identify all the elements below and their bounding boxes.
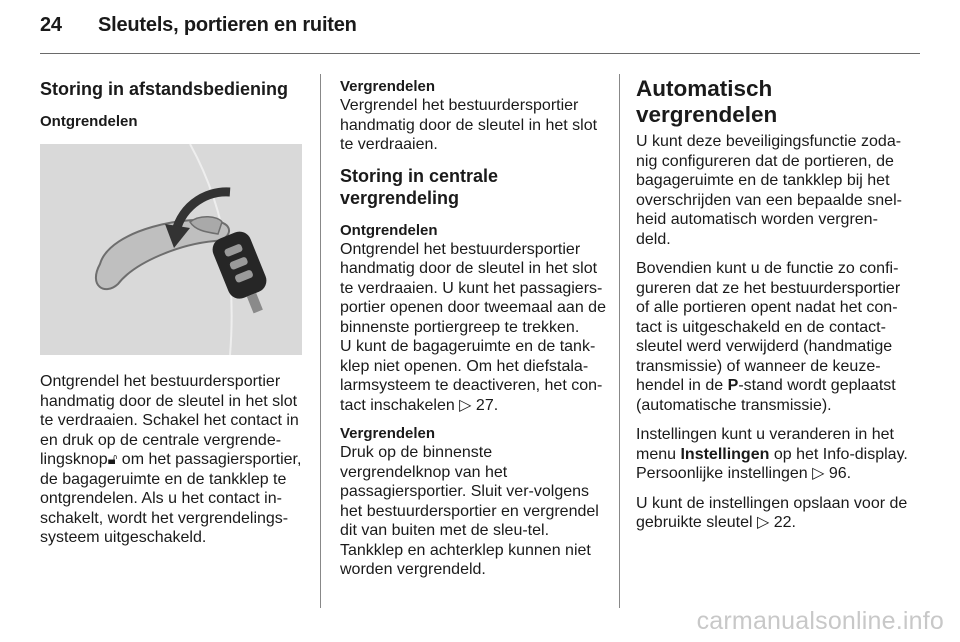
paragraph-trunk-alarm: U kunt de bagageruimte en de tank-klep niet openen. Om het diefstala-larmsysteem te deactiveren, het con-tact inschakelen ▷ 27. xyxy=(340,338,603,414)
subheading-locking-2: Vergrendelen xyxy=(340,425,436,442)
column-2 xyxy=(340,78,606,590)
watermark: carmanualsonline.info xyxy=(696,607,944,635)
header-rule xyxy=(40,53,920,54)
lock-icon: 🔓︎ xyxy=(107,451,118,468)
paragraph-lock-manual: Vergrendel het bestuurdersportier handmatig door de sleutel in het slot te verdraaien. xyxy=(340,97,598,153)
section-heading-auto-locking: Automatisch vergrendelen xyxy=(636,76,778,127)
subheading-locking: Vergrendelen xyxy=(340,78,436,95)
paragraph-unlock-manual: Ontgrendel het bestuurdersportier handmatig door de sleutel in het slot te verdraaien. Schakel het contact in en druk op de centrale vergrende-lingsknop🔓︎ om het passagiersportier, de bagageruimte en de tankklep te ontgrendelen. Als u het contact in-schakelt, wordt het vergrendelings-systeem uitgeschakeld. xyxy=(40,373,302,546)
paragraph-save-settings: U kunt de instellingen opslaan voor de gebruikte sleutel ▷ 22. xyxy=(636,494,908,531)
page-number: 24 xyxy=(40,14,62,36)
paragraph-lock-passenger-door: Druk op de binnenste vergrendelknop van het passagiersportier. Sluit ver-volgens het bestuurdersportier en vergrendel dit van buiten met de sleu-tel. Tankklep en achterklep kunnen niet worden vergrendeld. xyxy=(340,444,599,578)
column-1 xyxy=(40,78,304,558)
subheading-unlocking-2: Ontgrendelen xyxy=(340,221,438,239)
paragraph-auto-unlock-config: Bovendien kunt u de functie zo confi-gureren dat ze het bestuurdersportier of alle portieren opent nadat het con-tact is uitgeschakeld en de contact-sleutel werd verwijderd (handmatige transmissie) of wanneer de keuze-hendel in de P-stand wordt geplaatst (automatische transmissie). xyxy=(636,260,901,414)
subheading-unlocking: Ontgrendelen xyxy=(40,113,138,130)
page-header xyxy=(40,14,357,37)
page-title: Sleutels, portieren en ruiten xyxy=(98,14,357,36)
section-heading-central-locking-failure: Storing in centrale vergrendeling xyxy=(340,165,499,208)
paragraph-unlock-driver-door: Ontgrendel het bestuurdersportier handmatig door de sleutel in het slot te verdraaien. U kunt het passagiers-portier openen door tweemaal aan de binnenste portiergreep te trekken. xyxy=(340,240,606,336)
door-handle-key-illustration xyxy=(40,144,302,355)
column-3 xyxy=(636,76,908,543)
paragraph-settings-menu: Instellingen kunt u veranderen in het menu Instellingen op het Info-display. Persoonlijke instellingen ▷ 96. xyxy=(636,426,908,482)
column-divider-2 xyxy=(619,74,620,608)
section-heading-remote-failure: Storing in afstandsbediening xyxy=(40,79,289,99)
paragraph-auto-lock-config: U kunt deze beveiligingsfunctie zoda-nig configureren dat de portieren, de bagageruimte en de tankklep bij het overschrijden van een bepaalde snel-heid automatisch worden vergren-deld. xyxy=(636,133,902,248)
column-divider-1 xyxy=(320,74,321,608)
